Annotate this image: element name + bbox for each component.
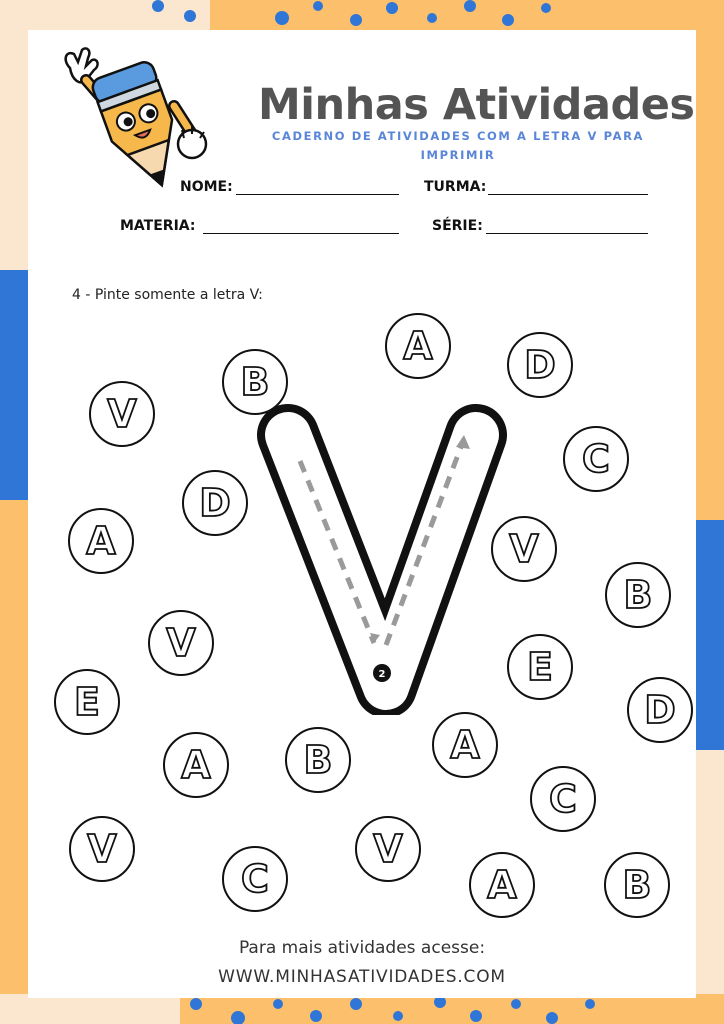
- letter-circle[interactable]: [507, 332, 573, 398]
- letter-circle[interactable]: [163, 732, 229, 798]
- pencil-mascot-icon: [56, 40, 216, 200]
- letter-circle[interactable]: [182, 470, 248, 536]
- circle-letter: A: [450, 723, 480, 767]
- materia-label: MATERIA:: [120, 218, 196, 234]
- letter-circle[interactable]: [148, 610, 214, 676]
- letter-circle[interactable]: [89, 381, 155, 447]
- nome-field[interactable]: [236, 194, 399, 195]
- tracing-letter-v: [250, 395, 520, 715]
- circle-letter: C: [241, 857, 269, 901]
- circle-letter: D: [524, 343, 556, 387]
- letter-circle[interactable]: [222, 846, 288, 912]
- circle-letter: B: [303, 738, 333, 782]
- turma-field[interactable]: [488, 194, 648, 195]
- letter-circle[interactable]: [222, 349, 288, 415]
- letter-circle[interactable]: [285, 727, 351, 793]
- circle-letter: E: [527, 645, 553, 689]
- letter-circle[interactable]: [355, 816, 421, 882]
- brand-title: Minhas Atividades: [258, 80, 695, 130]
- circle-letter: A: [487, 863, 517, 907]
- letter-circle[interactable]: [563, 426, 629, 492]
- materia-field[interactable]: [203, 233, 399, 234]
- circle-letter: V: [107, 392, 137, 436]
- letter-circle[interactable]: [491, 516, 557, 582]
- letter-circle[interactable]: [68, 508, 134, 574]
- letter-circle[interactable]: [385, 313, 451, 379]
- letter-circle[interactable]: [530, 766, 596, 832]
- worksheet-subtitle: CADERNO DE ATIVIDADES COM A LETRA V PARA IMPRIMIR: [271, 129, 645, 162]
- letter-circle[interactable]: [54, 669, 120, 735]
- circle-letter: A: [86, 519, 116, 563]
- letter-circle[interactable]: [605, 562, 671, 628]
- letter-circle[interactable]: [507, 634, 573, 700]
- footer-url-link[interactable]: WWW.MINHASATIVIDADES.COM: [218, 967, 506, 987]
- letter-circle[interactable]: [604, 852, 670, 918]
- circle-letter: V: [509, 527, 539, 571]
- letter-circle[interactable]: [627, 677, 693, 743]
- turma-label: TURMA:: [424, 179, 487, 195]
- circle-letter: B: [623, 573, 653, 617]
- circle-letter: B: [240, 360, 270, 404]
- stroke-number: 2: [378, 669, 386, 680]
- serie-label: SÉRIE:: [432, 218, 483, 234]
- circle-letter: A: [181, 743, 211, 787]
- nome-label: NOME:: [180, 179, 233, 195]
- circle-letter: E: [74, 680, 100, 724]
- footer-text: Para mais atividades acesse:: [238, 938, 486, 958]
- circle-letter: V: [87, 827, 117, 871]
- circle-letter: A: [403, 324, 433, 368]
- letter-circle[interactable]: [69, 816, 135, 882]
- circle-letter: C: [549, 777, 577, 821]
- exercise-instruction: 4 - Pinte somente a letra V:: [72, 287, 263, 303]
- circle-letter: C: [582, 437, 610, 481]
- letter-circle[interactable]: [469, 852, 535, 918]
- letter-circle[interactable]: [432, 712, 498, 778]
- circle-letter: D: [199, 481, 231, 525]
- circle-letter: V: [166, 621, 196, 665]
- circle-letter: B: [622, 863, 652, 907]
- serie-field[interactable]: [486, 233, 648, 234]
- circle-letter: V: [373, 827, 403, 871]
- circle-letter: D: [644, 688, 676, 732]
